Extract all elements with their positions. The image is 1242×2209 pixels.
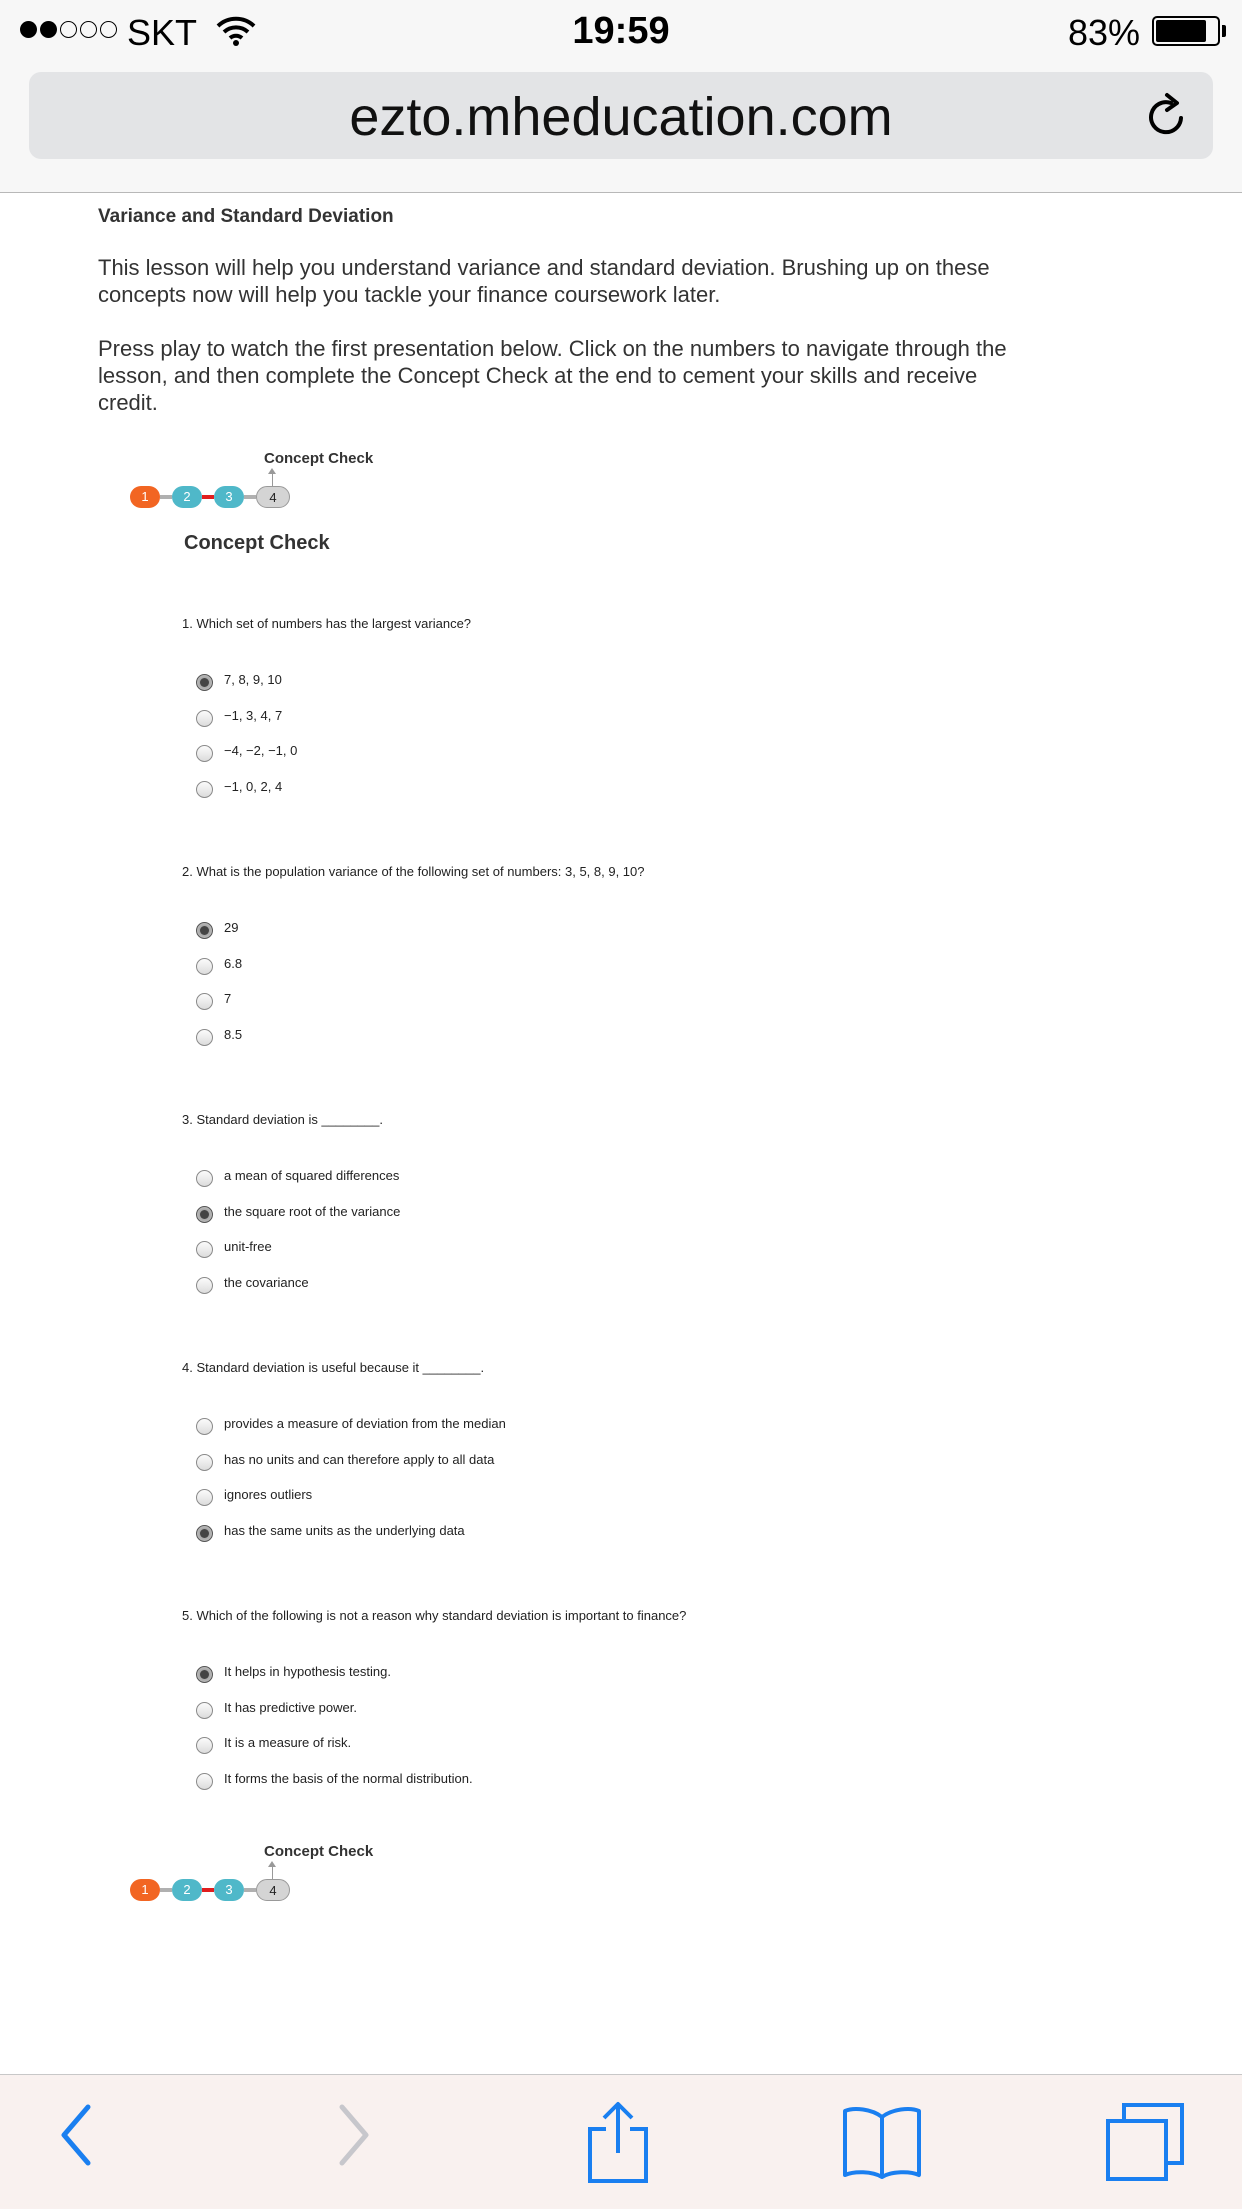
question-text: 2. What is the population variance of the following set of numbers: 3, 5, 8, 9, 10?	[182, 864, 645, 879]
answer-option-label[interactable]: ignores outliers	[224, 1487, 313, 1503]
answer-option-label[interactable]: has no units and can therefore apply to all data	[224, 1451, 495, 1467]
step-1-button[interactable]: 1	[130, 1879, 160, 1901]
answer-option-label[interactable]: the covariance	[224, 1275, 309, 1291]
radio-button[interactable]	[196, 1241, 213, 1258]
battery-nub	[1222, 25, 1226, 37]
url-text[interactable]: ezto.mheducation.com	[349, 87, 893, 147]
concept-check-heading: Concept Check	[184, 532, 330, 554]
step-connector	[160, 1888, 172, 1892]
answer-option-label[interactable]: the square root of the variance	[224, 1203, 401, 1219]
step-1-button[interactable]: 1	[130, 486, 160, 508]
forward-icon[interactable]	[334, 2103, 374, 2167]
battery-icon	[1152, 16, 1220, 46]
browser-toolbar	[0, 2074, 1242, 2209]
radio-button[interactable]	[196, 674, 213, 691]
step-connector	[202, 1888, 214, 1892]
reload-icon[interactable]	[1145, 92, 1189, 142]
step-3-button[interactable]: 3	[214, 1879, 244, 1901]
stepper-caption: Concept Check	[264, 450, 374, 467]
question-text: 5. Which of the following is not a reason why standard deviation is important to finance?	[182, 1608, 687, 1623]
radio-button[interactable]	[196, 1206, 213, 1223]
tabs-icon[interactable]	[1106, 2103, 1184, 2181]
answer-option-label[interactable]: 7	[224, 991, 232, 1007]
radio-button[interactable]	[196, 1170, 213, 1187]
answer-option-label[interactable]: It has predictive power.	[224, 1699, 357, 1715]
answer-option-label[interactable]: has the same units as the underlying data	[224, 1523, 465, 1539]
radio-button[interactable]	[196, 1277, 213, 1294]
answer-option-label[interactable]: It helps in hypothesis testing.	[224, 1664, 391, 1679]
status-time: 19:59	[572, 10, 670, 52]
answer-option-label[interactable]: It forms the basis of the normal distribution.	[224, 1771, 473, 1787]
radio-button[interactable]	[196, 710, 213, 727]
answer-option-label[interactable]: −1, 3, 4, 7	[224, 707, 283, 723]
radio-button[interactable]	[196, 1666, 213, 1683]
step-4-button[interactable]: 4	[256, 486, 290, 508]
radio-button[interactable]	[196, 1029, 213, 1046]
instructions-paragraph: Press play to watch the first presentation below. Click on the numbers to navigate through the lesson, and then complete the Concept Check at the end to cement your skills and receive credit.	[98, 336, 1007, 415]
step-connector	[244, 1888, 256, 1892]
radio-button[interactable]	[196, 1418, 213, 1435]
question-text: 3. Standard deviation is ________.	[182, 1112, 383, 1127]
answer-option-label[interactable]: −1, 0, 2, 4	[224, 779, 283, 795]
step-4-button[interactable]: 4	[256, 1879, 290, 1901]
step-3-button[interactable]: 3	[214, 486, 244, 508]
radio-button[interactable]	[196, 993, 213, 1010]
question-text: 1. Which set of numbers has the largest variance?	[182, 616, 472, 631]
stepper-caption: Concept Check	[264, 1843, 374, 1860]
back-icon[interactable]	[58, 2103, 98, 2167]
radio-button[interactable]	[196, 1454, 213, 1471]
answer-option-label[interactable]: −4, −2, −1, 0	[224, 743, 298, 759]
radio-button[interactable]	[196, 1489, 213, 1506]
answer-option-label[interactable]: a mean of squared differences	[224, 1168, 400, 1183]
radio-button[interactable]	[196, 745, 213, 762]
answer-option-label[interactable]: provides a measure of deviation from the median	[224, 1416, 506, 1431]
step-2-button[interactable]: 2	[172, 1879, 202, 1901]
radio-button[interactable]	[196, 1702, 213, 1719]
question-text: 4. Standard deviation is useful because it ________.	[182, 1360, 485, 1375]
step-connector	[160, 495, 172, 499]
radio-button[interactable]	[196, 1525, 213, 1542]
carrier-name: SKT	[127, 12, 198, 53]
answer-option-label[interactable]: It is a measure of risk.	[224, 1735, 352, 1751]
answer-option-label[interactable]: 6.8	[224, 955, 243, 971]
lesson-stepper-top	[128, 450, 388, 520]
answer-option-label[interactable]: 29	[224, 920, 239, 935]
radio-button[interactable]	[196, 1737, 213, 1754]
answer-option-label[interactable]: unit-free	[224, 1239, 272, 1255]
intro-paragraph: This lesson will help you understand variance and standard deviation. Brushing up on these concepts now will help you tackle your finance coursework later.	[98, 255, 990, 307]
answer-option-label[interactable]: 7, 8, 9, 10	[224, 672, 282, 687]
step-2-button[interactable]: 2	[172, 486, 202, 508]
battery-level	[1156, 20, 1206, 42]
lesson-stepper-bottom	[128, 1843, 388, 1913]
browser-nav-bar	[0, 62, 1242, 193]
status-bar	[0, 0, 1242, 62]
battery-percent: 83%	[1068, 12, 1141, 53]
stepper-arrow-line	[272, 1863, 273, 1879]
radio-button[interactable]	[196, 922, 213, 939]
radio-button[interactable]	[196, 1773, 213, 1790]
step-connector	[202, 495, 214, 499]
answer-option-label[interactable]: 8.5	[224, 1027, 243, 1043]
radio-button[interactable]	[196, 781, 213, 798]
address-bar[interactable]	[29, 72, 1213, 159]
stepper-arrow-line	[272, 470, 273, 486]
share-icon[interactable]	[588, 2101, 648, 2183]
radio-button[interactable]	[196, 958, 213, 975]
bookmarks-icon[interactable]	[842, 2105, 922, 2179]
step-connector	[244, 495, 256, 499]
page-title: Variance and Standard Deviation	[98, 206, 394, 227]
